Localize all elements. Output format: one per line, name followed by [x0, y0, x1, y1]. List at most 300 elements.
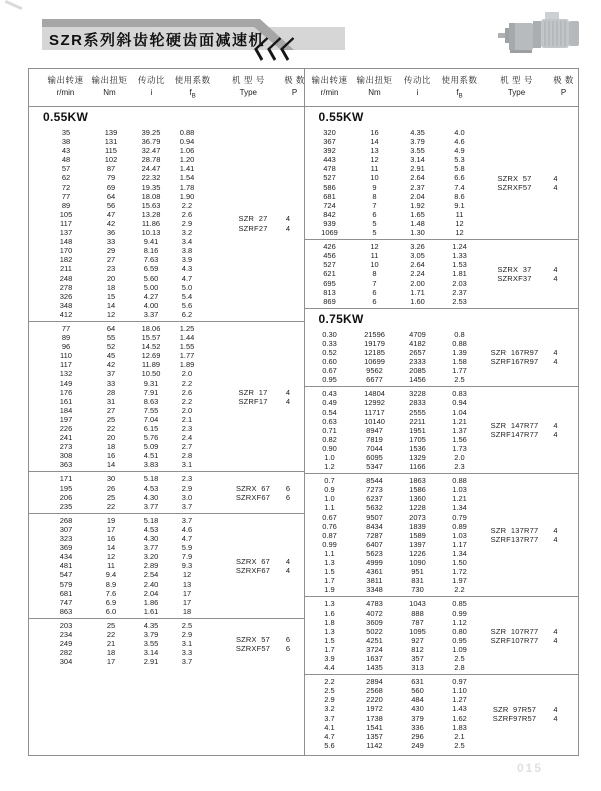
cell: 3.26	[410, 242, 425, 252]
cell: 25	[106, 492, 116, 502]
table-row	[29, 406, 304, 415]
cell: 1.37	[452, 425, 467, 435]
cell: 3.77	[143, 543, 159, 553]
cell: 12185	[364, 347, 385, 357]
col-header-output-torque: 输出扭矩 Nm	[91, 75, 128, 97]
cell: 1.54	[179, 173, 195, 183]
ratio-block	[305, 473, 579, 596]
poles-value: 4	[553, 430, 558, 440]
cell: 8.63	[143, 396, 159, 406]
cell: 336	[411, 722, 424, 732]
cell: 4.00	[143, 300, 159, 310]
cell: 0.80	[452, 626, 467, 636]
cell: 26	[106, 483, 116, 493]
model-type: SZRF137R77	[490, 535, 539, 545]
cell: 2.24	[410, 269, 425, 279]
cell: 1.43	[452, 704, 467, 714]
cell: 3.1	[181, 639, 193, 649]
table-row	[29, 301, 304, 310]
cell: 1863	[409, 476, 426, 486]
cell: 3.7	[181, 501, 193, 511]
table-row	[29, 415, 304, 424]
print-corner-mark	[5, 0, 23, 10]
cell: 939	[323, 218, 336, 228]
cell: 2.7	[181, 442, 193, 452]
cell: 747	[59, 597, 73, 607]
table-row	[305, 219, 579, 228]
cell: 695	[323, 278, 336, 288]
cell: 42	[106, 218, 116, 228]
cell: 3724	[366, 644, 383, 654]
table-row	[305, 146, 579, 155]
cell: 0.83	[452, 389, 467, 399]
cell: 1.97	[452, 576, 467, 586]
cell: 6.0	[105, 606, 117, 616]
table-row	[29, 621, 304, 630]
table-row	[29, 543, 304, 552]
cell: 10	[370, 173, 379, 183]
model-type: SZR 167R97	[490, 347, 539, 357]
cell: 25	[106, 414, 116, 424]
col-header-output-speed: 输出转速 r/min	[311, 75, 348, 97]
cell: 3.9	[181, 255, 193, 265]
model-line	[225, 644, 295, 653]
cell: 927	[411, 635, 424, 645]
model-type: SZRF147R77	[490, 430, 539, 440]
cell: 4182	[409, 338, 426, 348]
cell: 0.89	[452, 521, 467, 531]
cell: 7	[372, 200, 377, 210]
cell: 22	[106, 501, 116, 511]
cell: 33	[106, 378, 116, 388]
cell: 1228	[409, 503, 426, 513]
cell: 3.3	[181, 648, 193, 658]
cell: 1.5	[324, 635, 335, 645]
cell: 0.9	[324, 485, 335, 495]
poles-value: 4	[553, 421, 558, 431]
cell: 14804	[364, 389, 385, 399]
cell: 249	[411, 740, 424, 750]
model-line	[225, 214, 295, 223]
cell: 1.34	[452, 503, 467, 513]
table-row	[29, 183, 304, 192]
cell: 0.30	[322, 329, 337, 339]
power-label: 0.55KW	[43, 110, 89, 124]
model-line	[225, 484, 295, 493]
table-row	[305, 663, 579, 672]
cell: 57	[61, 164, 71, 174]
cell: 3.0	[181, 492, 193, 502]
cell: 7.4	[454, 182, 465, 192]
table-row	[29, 164, 304, 173]
table-row	[305, 558, 579, 567]
cell: 5.8	[454, 164, 465, 174]
model-line	[481, 636, 563, 645]
poles-value: 4	[285, 214, 291, 224]
cell: 323	[59, 534, 73, 544]
cell: 1.65	[410, 209, 425, 219]
cell: 7273	[366, 485, 383, 495]
cell: 282	[59, 648, 73, 658]
power-label: 0.55KW	[318, 110, 364, 124]
cell: 14	[106, 300, 116, 310]
cell: 357	[411, 653, 424, 663]
table-row	[305, 389, 579, 398]
table-row	[305, 210, 579, 219]
model-labels	[225, 557, 295, 575]
cell: 64	[106, 323, 116, 333]
table-row	[305, 251, 579, 260]
cell: 2.0	[181, 369, 193, 379]
cell: 5.09	[143, 442, 159, 452]
cell: 8947	[366, 425, 383, 435]
cell: 1397	[409, 539, 426, 549]
cell: 2.54	[143, 570, 159, 580]
table-body	[29, 107, 578, 755]
cell: 326	[59, 291, 73, 301]
cell: 296	[411, 731, 424, 741]
cell: 0.7	[324, 476, 335, 486]
cell: 33	[106, 237, 116, 247]
col-header-model: 机 型 号 Type	[500, 75, 533, 97]
cell: 2.91	[143, 657, 159, 667]
cell: 5347	[366, 462, 383, 472]
model-type: SZRXF37	[497, 273, 532, 283]
table-row	[29, 173, 304, 182]
table-row	[305, 485, 579, 494]
model-labels	[481, 627, 563, 645]
cell: 4.7	[181, 273, 193, 283]
cell: 0.67	[322, 512, 337, 522]
cell: 2.91	[410, 164, 425, 174]
cell: 9507	[366, 512, 383, 522]
cell: 2.64	[410, 173, 425, 183]
table-row	[29, 607, 304, 616]
table-row	[29, 379, 304, 388]
cell: 1.9	[324, 585, 335, 595]
cell: 369	[59, 543, 73, 553]
cell: 8544	[366, 476, 383, 486]
cell: 37	[106, 369, 116, 379]
table-row	[29, 146, 304, 155]
cell: 5	[372, 228, 377, 238]
cell: 0.8	[454, 329, 465, 339]
cell: 1637	[366, 653, 383, 663]
cell: 2.04	[143, 588, 159, 598]
ratio-block	[29, 321, 304, 472]
triple-chevron-left-icon	[249, 36, 299, 62]
cell: 1.55	[179, 342, 195, 352]
cell: 1.58	[452, 357, 467, 367]
cell: 2.89	[143, 561, 159, 571]
cell: 12	[455, 218, 464, 228]
model-line	[481, 421, 563, 430]
cell: 2333	[409, 357, 426, 367]
cell: 241	[59, 433, 73, 443]
cell: 0.60	[322, 357, 337, 367]
cell: 2.2	[181, 378, 193, 388]
cell: 4.27	[143, 291, 159, 301]
cell: 7287	[366, 530, 383, 540]
cell: 20	[106, 273, 116, 283]
table-row	[305, 513, 579, 522]
cell: 18	[106, 282, 116, 292]
cell: 13	[182, 579, 192, 589]
cell: 0.49	[322, 398, 337, 408]
table-row	[29, 324, 304, 333]
model-line	[481, 535, 563, 544]
cell: 1.09	[452, 644, 467, 654]
cell: 248	[59, 273, 73, 283]
cell: 367	[323, 137, 336, 147]
cell: 5.4	[181, 291, 193, 301]
cell: 56	[106, 200, 116, 210]
cell: 2.9	[324, 695, 335, 705]
model-type: SZRX 57	[497, 173, 532, 183]
cell: 8	[372, 191, 377, 201]
cell: 1586	[409, 485, 426, 495]
cell: 19.35	[141, 182, 161, 192]
cell: 16	[106, 534, 116, 544]
cell: 1951	[409, 425, 426, 435]
cell: 1.53	[452, 260, 467, 270]
model-line	[481, 714, 563, 723]
cell: 5.9	[181, 543, 193, 553]
table-row	[305, 339, 579, 348]
cell: 226	[59, 424, 73, 433]
cell: 149	[59, 378, 73, 388]
model-line	[481, 274, 563, 283]
cell: 1.7	[324, 644, 335, 654]
col-header-output-torque: 输出扭矩 Nm	[356, 75, 393, 97]
cell: 2.53	[452, 296, 467, 306]
cell: 211	[60, 264, 72, 274]
cell: 0.79	[452, 512, 467, 522]
cell: 18	[106, 442, 116, 452]
ratio-block	[29, 513, 304, 618]
cell: 12	[370, 242, 379, 252]
table-row	[29, 369, 304, 378]
table-row	[29, 451, 304, 460]
cell: 1.3	[324, 558, 335, 568]
cell: 10699	[364, 357, 385, 367]
table-row	[305, 128, 579, 137]
cell: 1069	[321, 228, 338, 238]
cell: 6677	[366, 375, 383, 385]
cell: 7.63	[143, 255, 159, 265]
cell: 5.76	[143, 433, 159, 443]
cell: 13	[370, 146, 379, 156]
cell: 176	[59, 387, 73, 397]
table-row	[305, 618, 579, 627]
cell: 2.6	[181, 209, 193, 219]
cell: 2073	[409, 512, 426, 522]
cell: 1.34	[452, 548, 467, 558]
cell: 0.99	[452, 608, 467, 618]
cell: 11.86	[141, 218, 161, 228]
cell: 32.47	[141, 146, 161, 156]
cell: 3.14	[143, 648, 159, 658]
table-row	[305, 609, 579, 618]
col-header-service-factor: 使用系数 $f_B$	[174, 75, 211, 100]
table-row	[305, 549, 579, 558]
cell: 304	[59, 657, 73, 667]
table-row	[29, 460, 304, 469]
cell: 1.92	[410, 200, 425, 210]
poles-value: 6	[285, 483, 291, 493]
cell: 11.89	[141, 360, 161, 370]
power-section	[305, 308, 579, 752]
cell: 3.7	[181, 657, 193, 667]
cell: 12	[455, 228, 464, 238]
cell: 55	[106, 333, 116, 343]
cell: 21	[106, 639, 116, 649]
cell: 12.69	[141, 351, 161, 361]
cell: 6.9	[105, 597, 117, 607]
model-line	[225, 223, 295, 232]
cell: 89	[61, 333, 71, 343]
cell: 2.9	[181, 483, 193, 493]
cell: 96	[61, 342, 71, 352]
cell: 273	[59, 442, 73, 452]
gear-selection-table	[28, 68, 579, 756]
model-type: SZR 107R77	[490, 626, 539, 636]
poles-value: 4	[553, 626, 558, 636]
model-labels	[225, 635, 295, 653]
cell: 17	[182, 597, 192, 607]
cell: 2.9	[181, 629, 193, 639]
cell: 2.03	[452, 278, 467, 288]
cell: 77	[61, 191, 71, 201]
cell: 2555	[409, 407, 426, 417]
cell: 4783	[366, 599, 383, 609]
poles-value: 4	[553, 635, 558, 645]
cell: 1.62	[452, 713, 467, 723]
table-row	[29, 333, 304, 342]
cell: 0.95	[452, 635, 467, 645]
cell: 6.15	[143, 424, 159, 433]
cell: 0.90	[322, 443, 337, 453]
ratio-block	[29, 618, 304, 668]
model-line	[481, 430, 563, 439]
model-type: SZR 147R77	[490, 421, 539, 431]
poles-value: 4	[285, 556, 291, 566]
cell: 249	[59, 639, 73, 649]
cell: 4.51	[143, 451, 159, 461]
cell: 234	[59, 629, 73, 639]
cell: 48	[61, 155, 71, 165]
cell: 313	[411, 663, 424, 673]
poles-value: 4	[285, 223, 291, 233]
cell: 9	[372, 182, 377, 192]
cell: 105	[59, 209, 73, 219]
cell: 1.71	[410, 287, 425, 297]
table-row	[29, 534, 304, 543]
model-line	[481, 173, 563, 182]
cell: 87	[106, 164, 116, 174]
cell: 3609	[366, 617, 383, 627]
model-line	[225, 397, 295, 406]
cell: 3.8	[181, 246, 193, 256]
cell: 137	[59, 228, 73, 238]
table-row	[29, 589, 304, 598]
table-row	[305, 645, 579, 654]
cell: 560	[411, 686, 424, 696]
cell: 24.47	[141, 164, 161, 174]
cell: 6.59	[143, 264, 159, 274]
cell: 9.31	[143, 378, 159, 388]
cell: 3.7	[324, 713, 335, 723]
cell: 681	[323, 191, 336, 201]
table-row	[305, 330, 579, 339]
table-row	[305, 288, 579, 297]
page-number: 015	[517, 761, 544, 775]
table-row	[29, 442, 304, 451]
table-row	[29, 264, 304, 273]
cell: 69	[106, 182, 116, 192]
cell: 5.3	[454, 155, 465, 165]
cell: 1.7	[324, 576, 335, 586]
cell: 1095	[409, 626, 426, 636]
model-line	[481, 348, 563, 357]
cell: 7044	[366, 443, 383, 453]
cell: 1.5	[324, 567, 335, 577]
model-type: SZRF17	[238, 396, 268, 406]
cell: 4.6	[454, 137, 465, 147]
power-section	[305, 107, 579, 308]
cell: 1.44	[179, 333, 195, 343]
cell: 888	[411, 608, 424, 618]
cell: 184	[59, 405, 73, 415]
cell: 115	[105, 146, 117, 156]
cell: 5.60	[143, 273, 159, 283]
cell: 15.63	[141, 200, 161, 210]
cell: 2.2	[181, 396, 193, 406]
table-row	[29, 657, 304, 666]
cell: 39.25	[141, 128, 161, 137]
poles-value: 6	[285, 492, 291, 502]
table-row	[305, 164, 579, 173]
cell: 456	[323, 251, 336, 261]
cell: 379	[411, 713, 424, 723]
cell: 1.89	[179, 360, 195, 370]
col-header-model: 机 型 号 Type	[231, 75, 265, 97]
cell: 307	[59, 524, 73, 534]
table-left-column	[29, 107, 304, 755]
table-row	[305, 695, 579, 704]
cell: 2.5	[454, 375, 465, 385]
power-section	[29, 107, 304, 668]
cell: 1.86	[143, 597, 159, 607]
cell: 11	[107, 561, 115, 571]
cell: 1226	[409, 548, 426, 558]
model-line	[481, 704, 563, 713]
table-row	[305, 366, 579, 375]
cell: 2.3	[454, 462, 465, 472]
cell: 132	[59, 369, 73, 379]
cell: 0.88	[452, 476, 467, 486]
table-row	[305, 654, 579, 663]
cell: 4.7	[324, 731, 335, 741]
cell: 6	[372, 209, 377, 219]
cell: 863	[59, 606, 73, 616]
cell: 3228	[409, 389, 426, 399]
cell: 12	[106, 309, 116, 319]
cell: 1.10	[452, 686, 467, 696]
table-row	[305, 453, 579, 462]
cell: 3.1	[181, 460, 193, 470]
table-row	[29, 351, 304, 360]
